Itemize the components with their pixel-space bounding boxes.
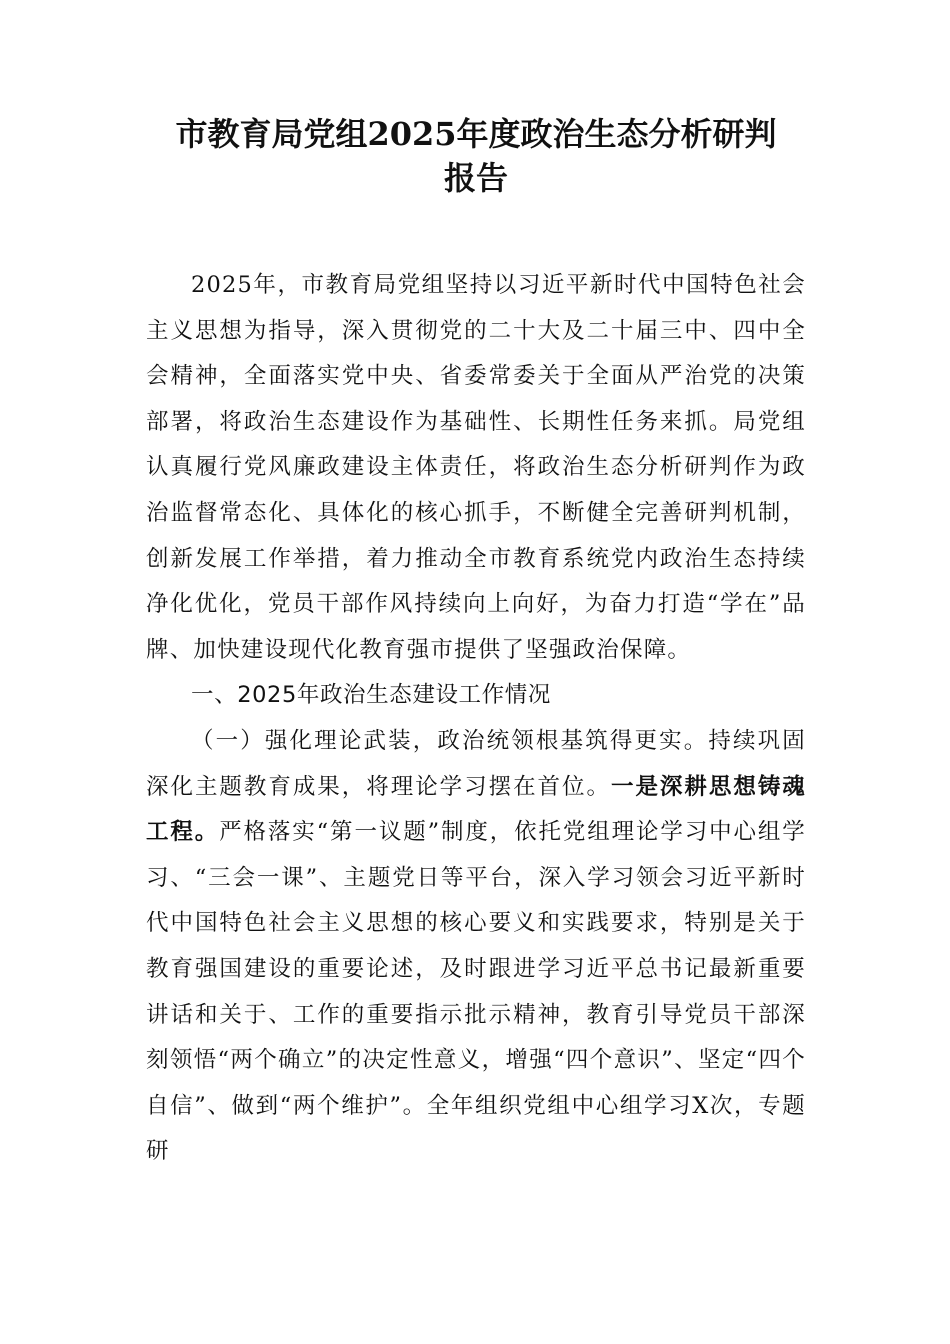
- title-line-2: 报告: [443, 159, 508, 197]
- title-line-1: 市教育局党组2025年度政治生态分析研判: [175, 115, 777, 153]
- subsection-1-rest: 严格落实“第一议题”制度，依托党组理论学习中心组学习、“三会一课”、主题党日等平台，深入学习领会习近平新时代中国特色社会主义思想的核心要义和实践要求，特别是关于教育强国建设的重要论述，及时跟进学习近平总书记最新重要讲话和关于、工作的重要指示批示精神，教育引导党员干部深刻领悟“两个确立”的决定性意义，增强“四个意识”、坚定“四个自信”、做到“两个维护”。全年组织党组中心组学习X次，专题研: [146, 819, 806, 1165]
- subsection-1-paragraph: [146, 719, 806, 1175]
- subsection-1-lead: （一）强化理论武装，政治统领根基筑得更实。持续巩固深化主题教育成果，将理论学习摆在首位。: [146, 727, 806, 800]
- document-page: [146, 112, 806, 1175]
- document-title: [146, 112, 806, 200]
- subsection-1-bold-point: 一是深耕思想铸魂工程。: [146, 773, 806, 846]
- section-1-heading: 一、2025年政治生态建设工作情况: [191, 682, 551, 709]
- intro-paragraph: 2025年，市教育局党组坚持以习近平新时代中国特色社会主义思想为指导，深入贯彻党的二十大及二十届三中、四中全会精神，全面落实党中央、省委常委关于全面从严治党的决策部署，将政治生态建设作为基础性、长期性任务来抓。局党组认真履行党风廉政建设主体责任，将政治生态分析研判作为政治监督常态化、具体化的核心抓手，不断健全完善研判机制，创新发展工作举措，着力推动全市教育系统党内政治生态持续净化优化，党员干部作风持续向上向好，为奋力打造“学在”品牌、加快建设现代化教育强市提供了坚强政治保障。: [146, 272, 806, 663]
